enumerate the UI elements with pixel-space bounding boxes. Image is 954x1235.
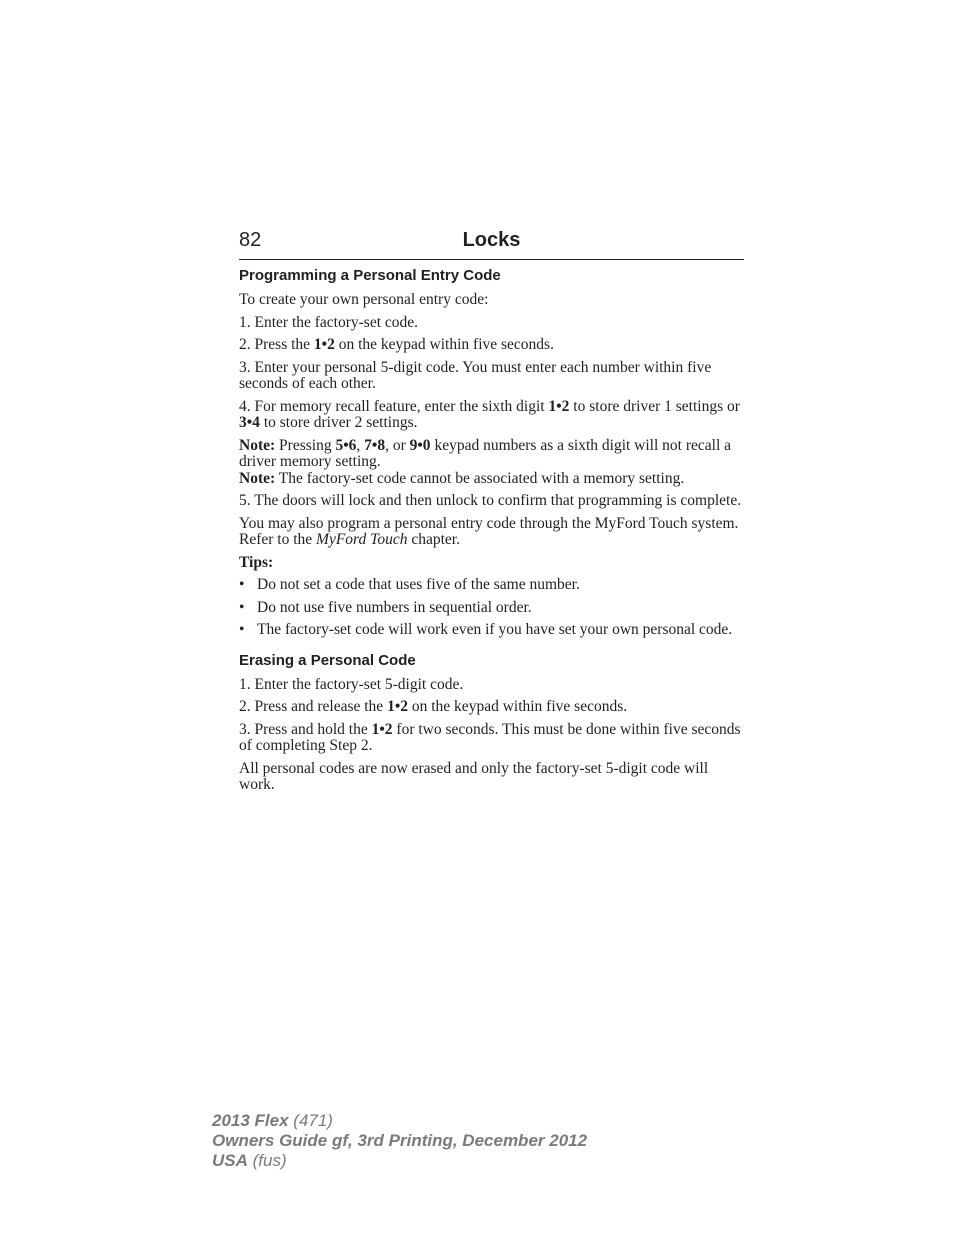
- page-body: [239, 266, 744, 800]
- erase-step-1: 1. Enter the factory-set 5-digit code.: [239, 675, 464, 693]
- footer-guide-line: Owners Guide gf, 3rd Printing, December 2012: [212, 1131, 588, 1150]
- page-footer: [212, 1111, 587, 1171]
- erase-step-3: 3. Press and hold the 1•2 for two seconds. This must be done within five seconds of completing Step 2.: [239, 720, 741, 754]
- erase-closing: All personal codes are now erased and only the factory-set 5-digit code will work.: [239, 759, 709, 793]
- page-header: [239, 229, 744, 260]
- keypad-key: 1•2: [371, 720, 393, 738]
- page-title: Locks: [462, 229, 521, 251]
- program-step-2: 2. Press the 1•2 on the keypad within five seconds.: [239, 336, 554, 353]
- keypad-key: 1•2: [313, 336, 335, 353]
- tip-item: • Do not use five numbers in sequential order.: [239, 598, 532, 616]
- keypad-key: 3•4: [239, 414, 260, 431]
- page-number: 82: [239, 229, 262, 251]
- section-heading-programming: Programming a Personal Entry Code: [239, 267, 501, 284]
- note-memory-keys: Note: Pressing 5•6, 7•8, or 9•0 keypad numbers as a sixth digit will not recall a driver memory setting.: [239, 436, 732, 470]
- footer-region-line: USA (fus): [212, 1151, 287, 1170]
- myford-paragraph: You may also program a personal entry code through the MyFord Touch system. Refer to the MyFord Touch chapter.: [239, 514, 739, 548]
- keypad-key: 9•0: [409, 436, 431, 454]
- section-heading-erasing: Erasing a Personal Code: [239, 651, 416, 669]
- tips-label: Tips:: [239, 553, 274, 571]
- tip-item: • The factory-set code will work even if you have set your own personal code.: [239, 621, 733, 638]
- keypad-key: 1•2: [387, 698, 408, 715]
- keypad-key: 7•8: [364, 436, 386, 454]
- note-label: Note:: [239, 469, 276, 487]
- tip-item: • Do not set a code that uses five of the same number.: [239, 576, 580, 593]
- program-step-1: 1. Enter the factory-set code.: [239, 313, 419, 331]
- program-step-4: 4. For memory recall feature, enter the sixth digit 1•2 to store driver 1 settings or 3•4 to store driver 2 settings.: [239, 397, 740, 431]
- footer-model-line: 2013 Flex (471): [212, 1111, 333, 1130]
- note-label: Note:: [239, 436, 276, 454]
- keypad-key: 1•2: [548, 397, 570, 415]
- note-factory-code: Note: The factory-set code cannot be associated with a memory setting.: [239, 469, 685, 487]
- bullet-icon: •: [239, 621, 245, 638]
- bullet-icon: •: [239, 598, 245, 616]
- bullet-icon: •: [239, 576, 245, 593]
- program-step-3: 3. Enter your personal 5-digit code. You must enter each number within five seconds of each other.: [239, 358, 712, 392]
- intro-paragraph: To create your own personal entry code:: [239, 291, 489, 308]
- erase-step-2: 2. Press and release the 1•2 on the keypad within five seconds.: [239, 698, 628, 715]
- chapter-reference: MyFord Touch: [316, 531, 408, 548]
- program-step-5: 5. The doors will lock and then unlock to confirm that programming is complete.: [239, 492, 742, 509]
- keypad-key: 5•6: [335, 436, 357, 454]
